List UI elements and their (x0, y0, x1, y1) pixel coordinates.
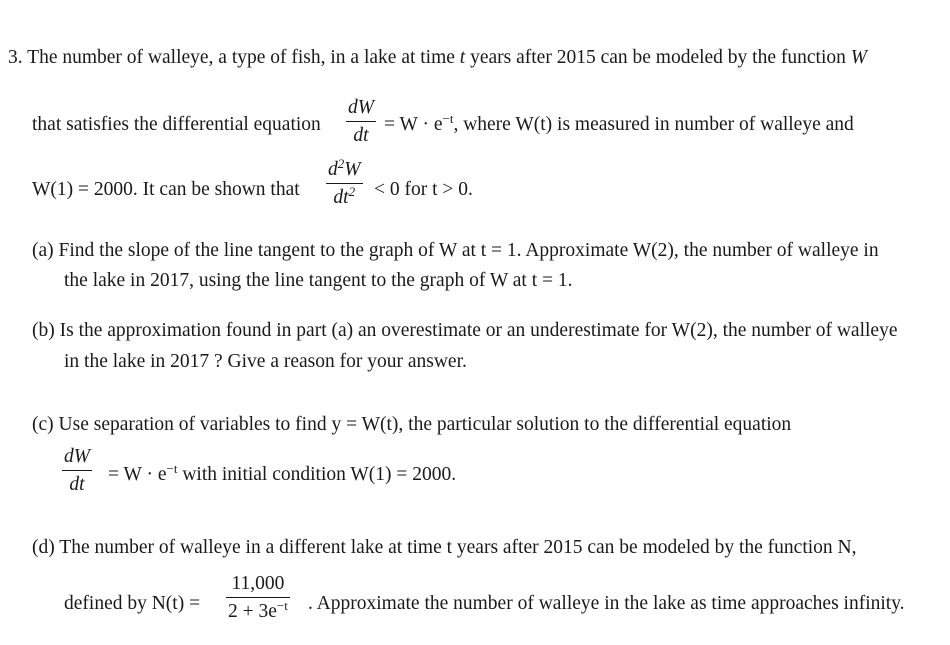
equation-intro-text: that satisfies the differential equation (32, 114, 321, 135)
part-a-label: (a) (32, 240, 54, 261)
fraction-denominator: dt (353, 124, 369, 146)
part-c-dW-dt-fraction (62, 447, 92, 494)
concavity-condition: < 0 for t > 0. (374, 179, 473, 200)
part-c-label: (c) (32, 414, 54, 435)
part-b-label: (b) (32, 320, 55, 341)
part-d-text: The number of walleye in a different lake at time t years after 2015 can be modeled by the function N, (59, 537, 857, 558)
part-c-line2 (108, 461, 457, 485)
intro-text: The number of walleye, a type of fish, in a lake at time (27, 47, 455, 68)
N-of-t-fraction (226, 574, 290, 621)
variable-t: t (459, 47, 466, 68)
exponent: −t (166, 461, 178, 476)
equation-line-end: , where W(t) is measured in number of walleye and (453, 114, 854, 135)
fraction-bar (326, 183, 363, 184)
part-c-rhs: = W · e (108, 464, 167, 485)
intro-text-end: years after 2015 can be modeled by the function (470, 47, 846, 68)
variable-W: W (850, 47, 867, 68)
part-d-line1 (32, 538, 857, 558)
fraction-bar (346, 121, 376, 122)
part-b-line2: in the lake in 2017 ? Give a reason for your answer. (64, 351, 467, 372)
part-d-defined-by: defined by N(t) = (64, 593, 201, 614)
fraction-numerator: dW (64, 446, 90, 467)
fraction-denominator: $2 + 3e^{-t}$ (228, 597, 288, 622)
equation-rhs-text: = W · e (384, 114, 443, 135)
part-a-line1 (32, 241, 879, 261)
part-d-line2-end: . Approximate the number of walleye in the lake as time approaches infinity. (308, 593, 905, 614)
fraction-numerator: 11,000 (231, 573, 285, 594)
second-derivative-fraction (326, 156, 363, 208)
part-b-text: Is the approximation found in part (a) an overestimate or an underestimate for W(2), the number of walleye (59, 320, 898, 341)
part-c-line1 (32, 415, 791, 435)
fraction-denominator: $dt^2$ (333, 183, 356, 208)
part-c-text: Use separation of variables to find y = W(t), the particular solution to the differential equation (58, 414, 792, 435)
problem-number-and-intro (8, 48, 867, 68)
equation-rhs (384, 111, 854, 135)
fraction-denominator: dt (69, 473, 85, 495)
problem-number: 3. (8, 47, 23, 68)
fraction-numerator: dW (348, 97, 374, 118)
dW-dt-fraction (346, 98, 376, 145)
fraction-bar (62, 470, 92, 471)
fraction-numerator: $d^2W$ (328, 156, 361, 180)
exponent: −t (442, 111, 454, 126)
part-c-initial-condition: with initial condition W(1) = 2000. (182, 464, 457, 485)
part-a-text: Find the slope of the line tangent to the graph of W at t = 1. Approximate W(2), the number of walleye in (58, 240, 879, 261)
part-d-label: (d) (32, 537, 55, 558)
part-b-line1 (32, 321, 897, 341)
part-a-line2: the lake in 2017, using the line tangent to the graph of W at t = 1. (64, 270, 573, 291)
initial-condition-text: W(1) = 2000. It can be shown that (32, 179, 300, 200)
